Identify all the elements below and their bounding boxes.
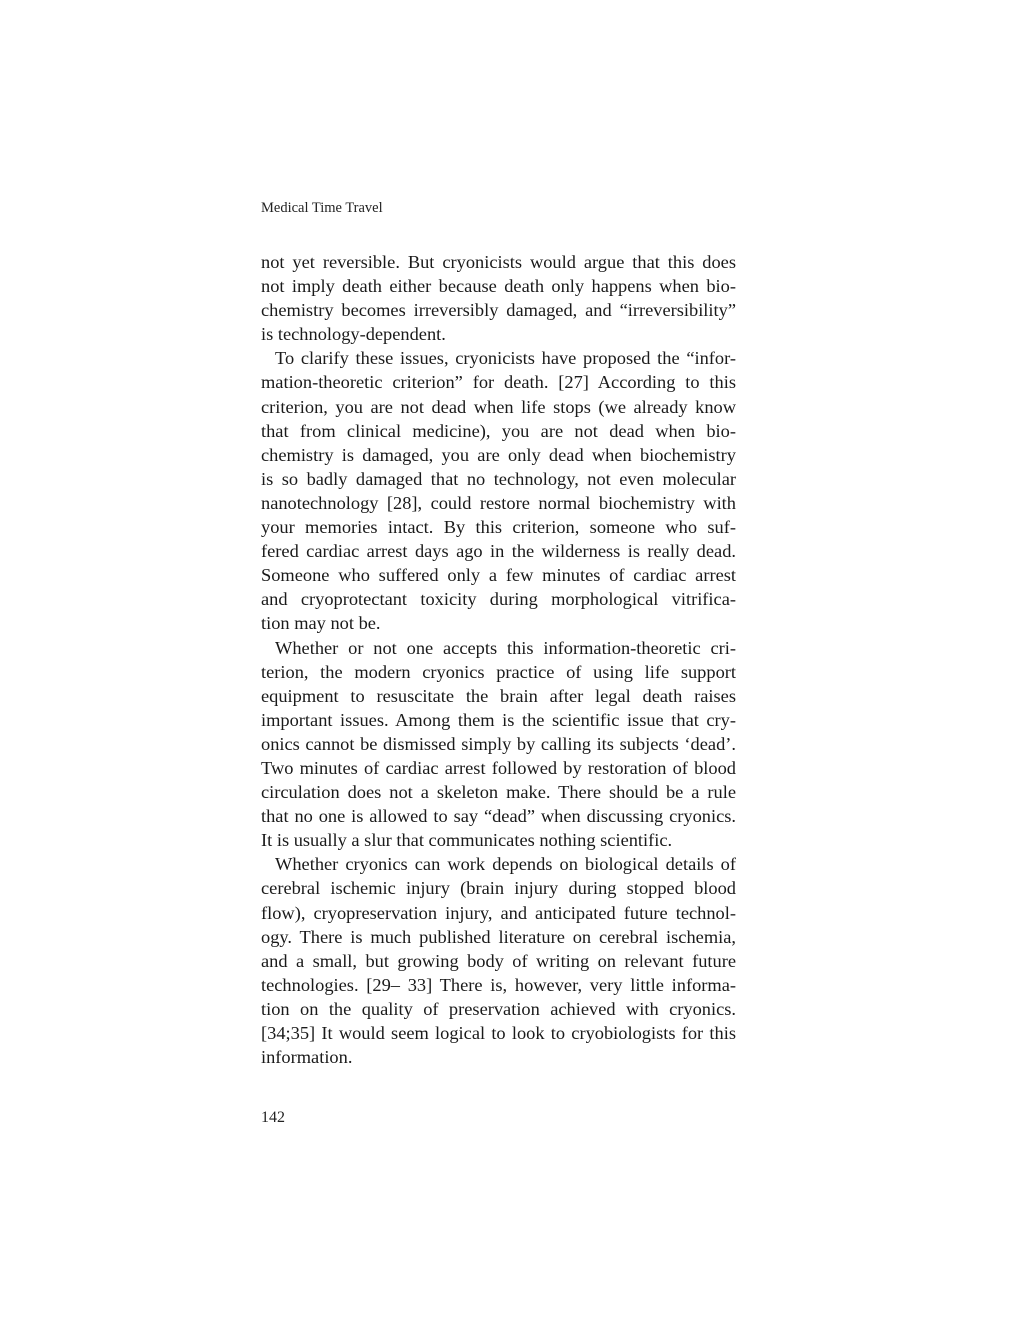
text-line: terion, the modern cryonics practice of using life support bbox=[261, 661, 736, 682]
text-line: is technology-dependent. bbox=[261, 324, 446, 345]
text-line: mation-theoretic criterion” for death. [27] According to this bbox=[261, 372, 736, 393]
text-line: criterion, you are not dead when life stops (we already know bbox=[261, 396, 736, 417]
page-number: 142 bbox=[261, 1109, 285, 1126]
text-line: not imply death either because death only happens when bio- bbox=[261, 276, 736, 297]
text-line: important issues. Among them is the scientific issue that cry- bbox=[261, 709, 736, 730]
text-line: that from clinical medicine), you are not dead when bio- bbox=[261, 420, 736, 441]
text-line: nanotechnology [28], could restore normal biochemistry with bbox=[261, 492, 736, 513]
text-line: technologies. [29– 33] There is, however, very little informa- bbox=[261, 974, 736, 995]
text-line: equipment to resuscitate the brain after legal death raises bbox=[261, 685, 736, 706]
running-head: Medical Time Travel bbox=[261, 200, 383, 216]
paragraph bbox=[261, 636, 736, 853]
text-line: Two minutes of cardiac arrest followed by restoration of blood bbox=[261, 757, 736, 778]
text-line: cerebral ischemic injury (brain injury during stopped blood bbox=[261, 878, 736, 899]
text-line: is so badly damaged that no technology, not even molecular bbox=[261, 468, 736, 489]
text-line: [34;35] It would seem logical to look to cryobiologists for this bbox=[261, 1023, 736, 1043]
text-line: not yet reversible. But cryonicists would argue that this does bbox=[261, 252, 736, 272]
text-line: Whether cryonics can work depends on biological details of bbox=[275, 854, 736, 875]
body-text bbox=[261, 250, 736, 1069]
text-line: and a small, but growing body of writing on relevant future bbox=[261, 950, 736, 971]
text-line: tion may not be. bbox=[261, 613, 381, 634]
text-line: It is usually a slur that communicates nothing scientific. bbox=[261, 830, 673, 851]
text-line: Whether or not one accepts this information-theoretic cri- bbox=[275, 637, 736, 658]
text-line: onics cannot be dismissed simply by calling its subjects ‘dead’. bbox=[261, 733, 736, 754]
text-line: information. bbox=[261, 1047, 353, 1068]
text-line: and cryoprotectant toxicity during morphological vitrifica- bbox=[261, 589, 736, 610]
text-line: flow), cryopreservation injury, and anticipated future technol- bbox=[261, 902, 736, 923]
paragraph bbox=[261, 346, 736, 635]
text-line: chemistry is damaged, you are only dead when biochemistry bbox=[261, 444, 736, 465]
paragraph bbox=[261, 250, 736, 346]
text-line: circulation does not a skeleton make. There should be a rule bbox=[261, 782, 736, 803]
paragraph bbox=[261, 852, 736, 1069]
text-line: your memories intact. By this criterion, someone who suf- bbox=[261, 517, 736, 538]
text-line: tion on the quality of preservation achieved with cryonics. bbox=[261, 998, 736, 1019]
text-line: fered cardiac arrest days ago in the wilderness is really dead. bbox=[261, 541, 736, 562]
text-line: that no one is allowed to say “dead” when discussing cryonics. bbox=[261, 806, 736, 827]
text-line: chemistry becomes irreversibly damaged, and “irreversibility” bbox=[261, 300, 736, 321]
text-line: To clarify these issues, cryonicists have proposed the “infor- bbox=[275, 348, 736, 369]
text-line: ogy. There is much published literature on cerebral ischemia, bbox=[261, 926, 736, 947]
text-line: Someone who suffered only a few minutes of cardiac arrest bbox=[261, 565, 736, 586]
